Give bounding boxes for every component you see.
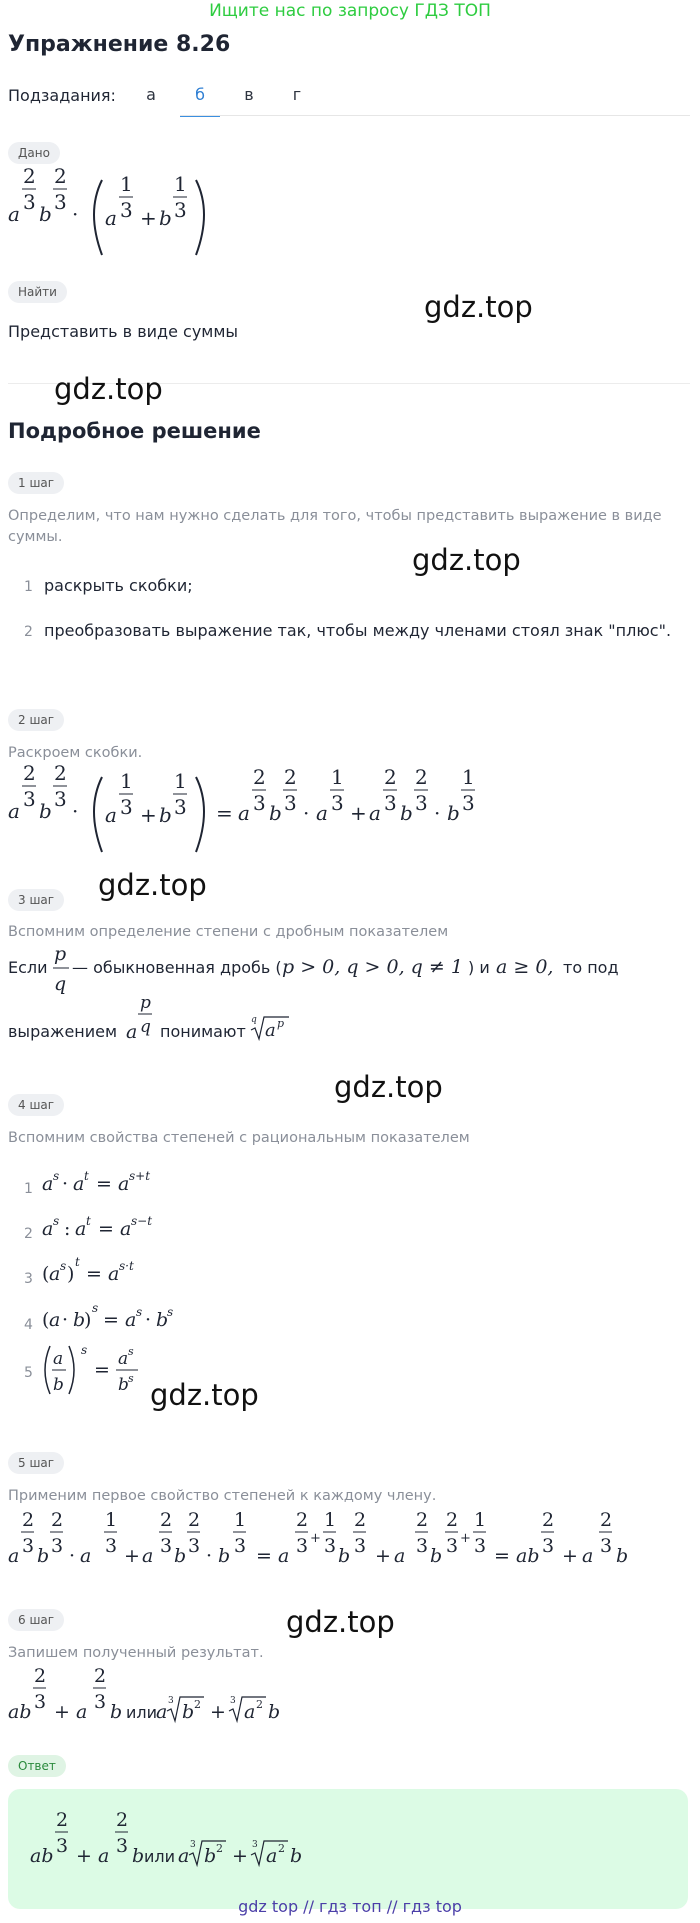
svg-text:2: 2: [34, 1665, 47, 1687]
svg-text:s−t: s−t: [131, 1214, 153, 1228]
answer-pill: Ответ: [8, 1755, 66, 1777]
fraction-p-q: [52, 938, 72, 1000]
svg-text:a: a: [266, 1845, 278, 1867]
step-3-and: ) и: [468, 958, 490, 977]
svg-text:+: +: [210, 1701, 226, 1723]
svg-text:2: 2: [278, 1842, 285, 1855]
svg-text:3: 3: [120, 795, 133, 819]
svg-text:=: =: [96, 1173, 112, 1195]
svg-text:3: 3: [252, 1840, 258, 1850]
watermark: gdz.top: [334, 1070, 443, 1104]
svg-text:b: b: [204, 1845, 217, 1867]
svg-text:3: 3: [331, 791, 344, 815]
svg-text:s: s: [53, 1214, 60, 1228]
svg-text:b: b: [174, 1545, 187, 1567]
svg-text:3: 3: [116, 1835, 129, 1857]
svg-text:(: (: [42, 1263, 50, 1285]
svg-text:3: 3: [56, 1835, 69, 1857]
svg-text:·: ·: [72, 202, 79, 226]
svg-text:b: b: [156, 1309, 169, 1331]
svg-text:2: 2: [94, 1665, 107, 1687]
list-number: 2: [24, 624, 33, 640]
svg-text:2: 2: [416, 1509, 429, 1531]
svg-text:2: 2: [54, 165, 67, 188]
svg-text:·: ·: [62, 1173, 69, 1195]
svg-text:3: 3: [462, 791, 475, 815]
svg-text:s: s: [128, 1372, 134, 1385]
svg-text:3: 3: [190, 1840, 196, 1850]
svg-text:a: a: [316, 801, 328, 825]
svg-text:·: ·: [69, 1545, 76, 1567]
svg-text:1: 1: [234, 1509, 247, 1531]
svg-text:a: a: [75, 1218, 87, 1240]
svg-text:2: 2: [296, 1509, 309, 1531]
svg-text:a: a: [120, 1218, 132, 1240]
tab-b[interactable]: б: [180, 85, 220, 117]
svg-text:a: a: [278, 1545, 290, 1567]
svg-text:1: 1: [331, 765, 344, 789]
svg-text:=: =: [103, 1309, 119, 1331]
step-3-condition: p > 0, q > 0, q ≠ 1: [282, 956, 463, 978]
property-5: [40, 1340, 160, 1402]
list-item: преобразовать выражение так, чтобы между членами стоял знак "плюс".: [44, 621, 672, 640]
list-number: 2: [24, 1226, 33, 1242]
svg-text:b: b: [447, 801, 460, 825]
svg-text:a: a: [49, 1309, 61, 1331]
given-expression: [6, 165, 226, 260]
svg-text:b: b: [39, 202, 52, 226]
svg-text:q: q: [251, 1015, 257, 1025]
footer-links[interactable]: gdz top // гдз топ // гдз top: [238, 1897, 462, 1916]
svg-text:3: 3: [296, 1535, 309, 1557]
svg-text:s: s: [53, 1169, 60, 1183]
svg-text:3: 3: [415, 791, 428, 815]
svg-text:=: =: [94, 1359, 110, 1381]
step-1-text: Определим, что нам нужно сделать для того, чтобы представить выражение в виде суммы.: [8, 508, 662, 545]
svg-text:+: +: [76, 1845, 92, 1867]
list-number: 4: [24, 1317, 33, 1333]
svg-text:s: s: [167, 1305, 174, 1319]
svg-text:a: a: [369, 801, 381, 825]
svg-text:a: a: [105, 206, 117, 230]
svg-text:q: q: [140, 1017, 151, 1037]
svg-text:b: b: [616, 1545, 629, 1567]
tab-a[interactable]: а: [146, 85, 156, 104]
svg-text:s: s: [92, 1301, 99, 1315]
svg-text:b: b: [159, 803, 172, 827]
svg-text:2: 2: [216, 1842, 223, 1855]
svg-text:1: 1: [174, 172, 187, 196]
svg-text:+: +: [310, 1531, 321, 1546]
svg-text:a: a: [98, 1845, 110, 1867]
svg-text:3: 3: [354, 1535, 367, 1557]
tab-g[interactable]: г: [292, 85, 302, 104]
svg-text:+: +: [140, 206, 157, 230]
svg-text:3: 3: [160, 1535, 173, 1557]
svg-text:a: a: [73, 1173, 85, 1195]
svg-text:a: a: [244, 1701, 256, 1723]
svg-text:2: 2: [354, 1509, 367, 1531]
svg-text:b: b: [132, 1845, 145, 1867]
svg-text:1: 1: [324, 1509, 337, 1531]
list-item: раскрыть скобки;: [44, 576, 193, 595]
svg-text:3: 3: [120, 198, 133, 222]
svg-text:2: 2: [542, 1509, 555, 1531]
svg-text:s+t: s+t: [129, 1169, 151, 1183]
svg-text:a: a: [49, 1263, 61, 1285]
svg-text:q: q: [54, 973, 67, 995]
svg-text:a: a: [118, 1349, 129, 1369]
svg-text:a: a: [394, 1545, 406, 1567]
svg-text:(: (: [42, 1309, 50, 1331]
svg-text:b: b: [118, 1375, 129, 1395]
svg-text:1: 1: [174, 769, 187, 793]
svg-text:3: 3: [168, 1696, 174, 1706]
svg-text:=: =: [86, 1263, 102, 1285]
svg-text:a: a: [42, 1218, 54, 1240]
svg-text:3: 3: [51, 1535, 64, 1557]
step-5-text: Применим первое свойство степеней к каждому члену.: [8, 1488, 437, 1504]
step-3-text: Вспомним определение степени с дробным показателем: [8, 924, 449, 940]
svg-text:+: +: [562, 1545, 578, 1567]
svg-text:3: 3: [23, 787, 36, 811]
svg-text:3: 3: [174, 198, 187, 222]
property-4: [40, 1300, 200, 1334]
svg-text:p: p: [54, 943, 67, 965]
svg-text:b: b: [268, 1701, 281, 1723]
step-1-pill: 1 шаг: [8, 472, 64, 494]
svg-text:ab: ab: [30, 1845, 54, 1867]
svg-text:·: ·: [434, 801, 441, 825]
step-3-dash-text: — обыкновенная дробь (: [72, 958, 282, 977]
svg-text:s: s: [128, 1345, 134, 1358]
svg-text:+: +: [375, 1545, 391, 1567]
svg-text:3: 3: [230, 1696, 236, 1706]
svg-text:a: a: [8, 799, 20, 823]
watermark: gdz.top: [150, 1378, 259, 1412]
svg-text:2: 2: [23, 165, 36, 188]
svg-text:b: b: [73, 1309, 86, 1331]
svg-text:p: p: [277, 1017, 285, 1030]
svg-text:2: 2: [22, 1509, 35, 1531]
svg-text:+: +: [54, 1701, 70, 1723]
svg-text:·: ·: [72, 799, 79, 823]
svg-text:3: 3: [174, 795, 187, 819]
svg-text:1: 1: [120, 769, 133, 793]
given-pill: Дано: [8, 142, 60, 164]
list-number: 3: [24, 1271, 33, 1287]
watermark: gdz.top: [286, 1605, 395, 1639]
step-6-expression-a: [6, 1662, 146, 1730]
svg-text:b: b: [53, 1375, 64, 1395]
step-4-text: Вспомним свойства степеней с рациональным показателем: [8, 1130, 470, 1146]
step-4-pill: 4 шаг: [8, 1094, 64, 1116]
svg-text::: :: [64, 1218, 71, 1240]
svg-text:b: b: [39, 799, 52, 823]
list-number: 5: [24, 1365, 33, 1381]
step-5-pill: 5 шаг: [8, 1452, 64, 1474]
step-3-then: то под: [563, 958, 619, 977]
step-5-expression: [6, 1506, 636, 1578]
svg-text:a: a: [178, 1845, 190, 1867]
tab-v[interactable]: в: [244, 85, 254, 104]
svg-text:3: 3: [253, 791, 266, 815]
svg-text:b: b: [182, 1701, 195, 1723]
svg-text:3: 3: [23, 190, 36, 214]
svg-text:·: ·: [206, 1545, 213, 1567]
step-2-pill: 2 шаг: [8, 709, 64, 731]
svg-text:3: 3: [94, 1691, 107, 1713]
svg-text:ab: ab: [516, 1545, 540, 1567]
svg-text:2: 2: [284, 765, 297, 789]
svg-text:t: t: [84, 1169, 89, 1183]
answer-or: или: [144, 1847, 176, 1866]
svg-text:3: 3: [446, 1535, 459, 1557]
svg-text:=: =: [216, 801, 233, 825]
svg-text:a: a: [105, 803, 117, 827]
list-number: 1: [24, 579, 33, 595]
svg-text:a: a: [8, 1545, 20, 1567]
svg-text:a: a: [80, 1545, 92, 1567]
svg-text:s: s: [136, 1305, 143, 1319]
svg-text:3: 3: [542, 1535, 555, 1557]
svg-text:a: a: [118, 1173, 130, 1195]
svg-text:a: a: [582, 1545, 594, 1567]
svg-text:1: 1: [105, 1509, 118, 1531]
svg-text:): ): [67, 1263, 75, 1285]
svg-text:b: b: [430, 1545, 443, 1567]
svg-text:b: b: [290, 1845, 303, 1867]
property-3: [40, 1254, 180, 1288]
svg-text:1: 1: [120, 172, 133, 196]
svg-text:a: a: [238, 801, 250, 825]
svg-text:a: a: [126, 1021, 138, 1043]
svg-text:b: b: [400, 801, 413, 825]
svg-text:): ): [84, 1309, 92, 1331]
svg-text:2: 2: [600, 1509, 613, 1531]
svg-text:=: =: [494, 1545, 510, 1567]
svg-text:3: 3: [105, 1535, 118, 1557]
svg-text:3: 3: [416, 1535, 429, 1557]
svg-text:3: 3: [600, 1535, 613, 1557]
svg-text:2: 2: [116, 1809, 129, 1831]
svg-text:b: b: [218, 1545, 231, 1567]
svg-text:b: b: [110, 1701, 123, 1723]
svg-text:3: 3: [188, 1535, 201, 1557]
step-3-if: Если: [8, 958, 48, 977]
find-text: Представить в виде суммы: [8, 322, 239, 341]
svg-text:t: t: [75, 1255, 80, 1269]
property-1: [40, 1166, 180, 1198]
svg-text:a: a: [42, 1173, 54, 1195]
step-2-text: Раскроем скобки.: [8, 745, 143, 761]
svg-text:b: b: [338, 1545, 351, 1567]
svg-text:+: +: [124, 1545, 140, 1567]
svg-text:3: 3: [22, 1535, 35, 1557]
svg-text:b: b: [269, 801, 282, 825]
svg-text:a: a: [53, 1349, 64, 1369]
watermark: gdz.top: [424, 290, 533, 324]
svg-text:+: +: [460, 1531, 471, 1546]
subtasks-label: Подзадания:: [8, 86, 116, 105]
step-6-expression-b: [154, 1692, 284, 1726]
step-3-understand: понимают: [160, 1022, 246, 1041]
svg-text:2: 2: [256, 1698, 263, 1711]
step-3-pill: 3 шаг: [8, 889, 64, 911]
property-2: [40, 1211, 180, 1243]
svg-text:3: 3: [324, 1535, 337, 1557]
svg-text:3: 3: [234, 1535, 247, 1557]
svg-text:s·t: s·t: [119, 1259, 134, 1273]
svg-text:2: 2: [194, 1698, 201, 1711]
svg-text:2: 2: [54, 762, 67, 785]
watermark: gdz.top: [412, 543, 521, 577]
svg-text:3: 3: [54, 787, 67, 811]
svg-text:a: a: [156, 1701, 168, 1723]
svg-text:2: 2: [51, 1509, 64, 1531]
svg-text:2: 2: [160, 1509, 173, 1531]
svg-text:2: 2: [56, 1809, 69, 1831]
list-number: 1: [24, 1181, 33, 1197]
svg-text:+: +: [350, 801, 367, 825]
a-power-p-over-q: [124, 988, 162, 1048]
svg-text:=: =: [98, 1218, 114, 1240]
root-q-a-p: [249, 1012, 291, 1042]
svg-text:·: ·: [145, 1309, 152, 1331]
svg-text:1: 1: [474, 1509, 487, 1531]
svg-text:2: 2: [253, 765, 266, 789]
svg-text:a: a: [265, 1020, 276, 1041]
step-3-expr-text: выражением: [8, 1022, 118, 1041]
svg-text:3: 3: [54, 190, 67, 214]
svg-text:a: a: [76, 1701, 88, 1723]
svg-text:b: b: [159, 206, 172, 230]
svg-text:2: 2: [188, 1509, 201, 1531]
solution-title: Подробное решение: [8, 419, 261, 443]
svg-text:+: +: [232, 1845, 248, 1867]
watermark: gdz.top: [98, 868, 207, 902]
svg-text:3: 3: [384, 791, 397, 815]
svg-text:b: b: [37, 1545, 50, 1567]
svg-text:·: ·: [303, 801, 310, 825]
svg-text:a: a: [142, 1545, 154, 1567]
step-6-pill: 6 шаг: [8, 1609, 64, 1631]
svg-text:s: s: [60, 1259, 67, 1273]
step-3-condition-2: a ≥ 0,: [496, 956, 554, 978]
watermark: gdz.top: [54, 372, 163, 406]
svg-text:1: 1: [462, 765, 475, 789]
svg-text:2: 2: [23, 762, 36, 785]
step-6-text: Запишем полученный результат.: [8, 1645, 264, 1661]
step-6-or: или: [126, 1703, 158, 1722]
svg-text:2: 2: [384, 765, 397, 789]
svg-text:·: ·: [62, 1309, 69, 1331]
svg-text:2: 2: [446, 1509, 459, 1531]
answer-expression-a: [28, 1806, 158, 1876]
svg-text:p: p: [140, 993, 151, 1013]
svg-text:a: a: [8, 202, 20, 226]
svg-text:=: =: [256, 1545, 272, 1567]
svg-text:2: 2: [415, 765, 428, 789]
answer-expression-b: [176, 1836, 306, 1870]
find-pill: Найти: [8, 281, 67, 303]
page-title: Упражнение 8.26: [8, 32, 231, 57]
svg-text:t: t: [86, 1214, 91, 1228]
top-banner: Ищите нас по запросу ГДЗ ТОП: [209, 1, 491, 21]
tab-underline: [180, 115, 690, 116]
svg-text:3: 3: [284, 791, 297, 815]
svg-text:a: a: [108, 1263, 120, 1285]
svg-text:a: a: [125, 1309, 137, 1331]
svg-text:3: 3: [34, 1691, 47, 1713]
svg-text:+: +: [140, 803, 157, 827]
svg-text:s: s: [81, 1343, 88, 1357]
svg-text:ab: ab: [8, 1701, 32, 1723]
svg-text:3: 3: [474, 1535, 487, 1557]
step-2-expression: [6, 762, 496, 857]
